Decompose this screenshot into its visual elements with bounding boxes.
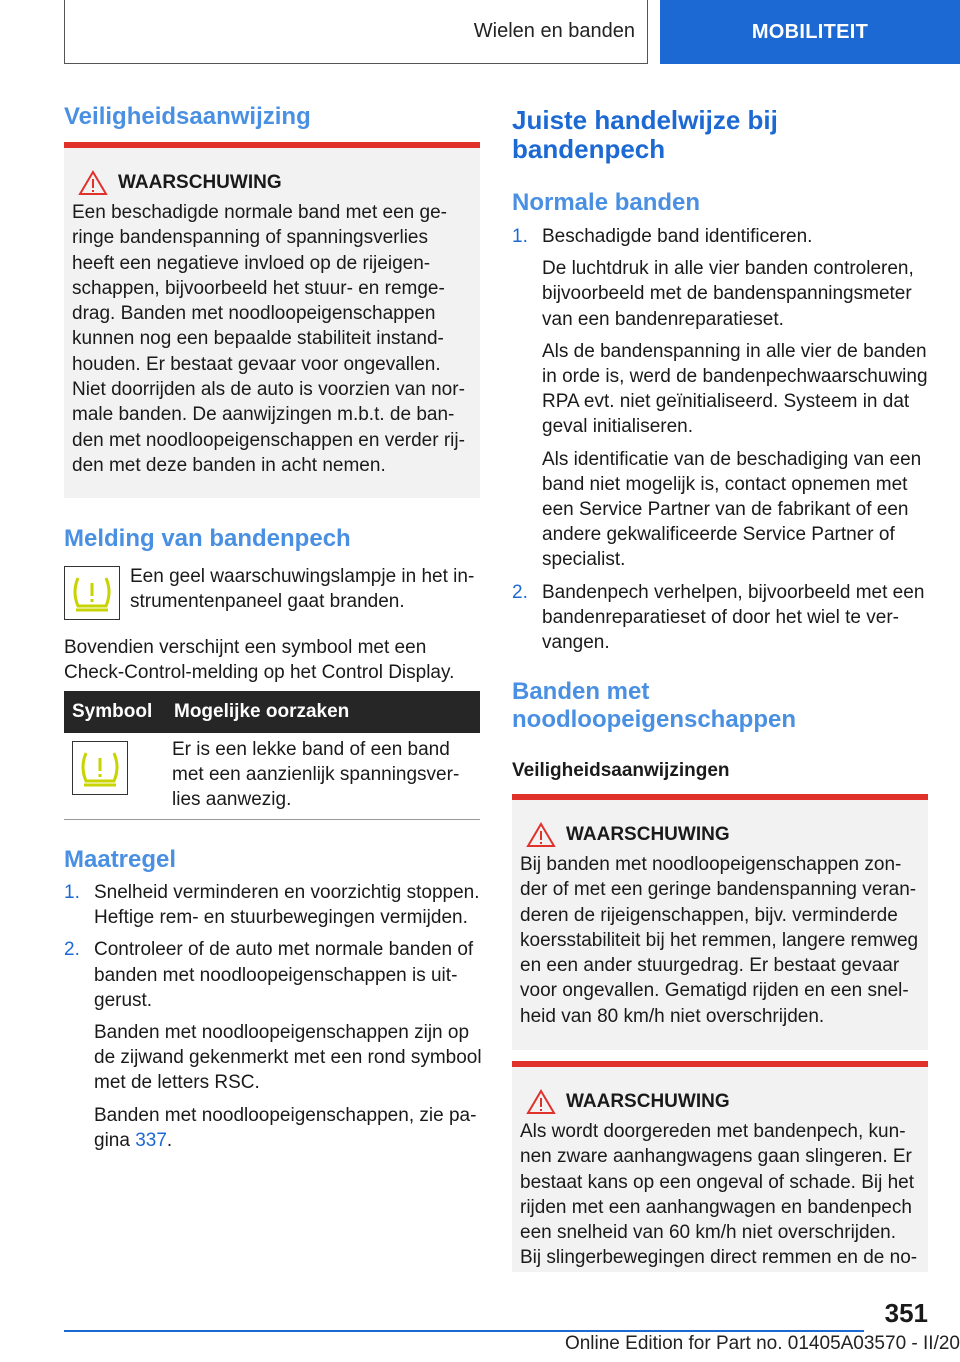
step2-sub2: [94, 1103, 482, 1153]
step1-sub3: Als identificatie van de beschadiging van een band niet mogelijk is, contact opnemen met een Service Partner van de fabrikant of een andere gekwalificeerde Service Partner of specialist.: [542, 448, 922, 571]
tire-pressure-symbol-icon: [72, 741, 128, 795]
heading-rsc: Banden met noodloopeigenschappen: [512, 678, 797, 733]
header-section-title: Wielen en banden: [473, 20, 635, 42]
header-chapter: [660, 0, 960, 64]
list-item: [64, 880, 482, 930]
warning-text: Als wordt doorgereden met bandenpech, kunnen zware aanhangwagens gaan slingeren. Er bestaat kans op een ongeval of schade. Bij het rijden met een aanhangwagen en bandenpech een snelheid van 60 km/h niet overschrijden. Bij slingerbewegingen direct remmen en de no-: [520, 1121, 918, 1269]
list-number: 2.: [64, 939, 80, 961]
page-number: 351: [884, 1298, 928, 1328]
lamp-text: Een geel waarschuwingslampje in het instrumentenpaneel gaat branden.: [130, 566, 475, 613]
warning-label: WAARSCHUWING: [566, 824, 730, 845]
heading-normal-tires: Normale banden: [512, 189, 701, 216]
table-header-causes: Mogelijke oorzaken: [174, 701, 350, 722]
heading-main: Juiste handelwijze bij bandenpech: [512, 105, 778, 164]
step1-sub1: De luchtdruk in alle vier banden controleren, bijvoorbeeld met de bandenspanningsmeter van een bandenreparatieset.: [542, 258, 914, 330]
warning-triangle-icon: [526, 1089, 556, 1115]
normal-tires-list: [512, 224, 932, 655]
page-reference-link[interactable]: 337: [135, 1129, 167, 1151]
measure-list: [64, 880, 482, 1153]
tire-pressure-lamp-icon: [64, 566, 120, 620]
list-text: Bandenpech verhelpen, bijvoorbeeld met een bandenreparatieset of door het wiel te vervangen.: [542, 581, 925, 654]
list-item: [512, 224, 932, 249]
table-header: [64, 691, 480, 733]
table-header-symbol: Symbool: [72, 701, 153, 722]
header-section: [64, 0, 648, 64]
step2-sub1: Banden met noodloopeigenschappen zijn op de zijwand gekenmerkt met een rond symbool met de letters RSC.: [94, 1022, 482, 1094]
header-chapter-title: MOBILITEIT: [751, 20, 869, 43]
tire-pressure-warning-icon: [68, 572, 116, 614]
warning-triangle-icon: [78, 170, 108, 196]
step2-sub2-end: .: [166, 1129, 173, 1151]
list-text: Controleer of de auto met normale banden of banden met noodloopeigenschappen is uitgerust.: [94, 939, 474, 1011]
warning-text: Een beschadigde normale band met een geringe bandenspanning of spanningsverlies heeft een negatieve invloed op de rijeigenschappen, bijvoorbeeld het stuur- en remgedrag. Banden met noodloopeigenschappen kunnen nog een bepaalde stabiliteit instandhouden. Er bestaat gevaar voor ongevallen. Niet doorrijden als de auto is voorzien van normale banden. De aanwijzingen m.b.t. de banden met noodloopeigenschappen en verder rijden met deze banden in acht nemen.: [72, 202, 465, 476]
warning-label: WAARSCHUWING: [566, 1091, 730, 1112]
heading-safety: Veiligheidsaanwijzing: [64, 103, 311, 130]
heading-rsc-safety: Veiligheidsaanwijzingen: [512, 760, 730, 781]
list-number: 2.: [512, 581, 528, 603]
warning-box-1: [64, 142, 480, 498]
heading-measure: Maatregel: [64, 846, 177, 873]
list-text: Snelheid verminderen en voorzichtig stoppen. Heftige rem- en stuurbewegingen vermijden.: [94, 882, 480, 929]
check-control-text: Bovendien verschijnt een symbool met een Check-Control-melding op het Control Display.: [64, 637, 455, 684]
step1-sub2: Als de bandenspanning in alle vier de banden in orde is, werd de bandenpechwaarschuwing RPA evt. niet geïnitialiseerd. Systeem in dat geval initialiseren.: [542, 340, 928, 438]
table-row: [64, 733, 480, 820]
list-number: 1.: [512, 226, 528, 247]
warning-header: [526, 1087, 920, 1117]
footer-divider: [64, 1330, 864, 1332]
tire-pressure-warning-icon: [76, 747, 124, 789]
step2-sub2-text: Banden met noodloopeigenschappen, zie pagina: [94, 1104, 477, 1151]
footer-edition: Online Edition for Part no. 01405A03570 - II/20: [564, 1333, 960, 1354]
list-number: 1.: [64, 882, 80, 903]
warning-box-3: [512, 1061, 928, 1272]
warning-box-2: [512, 794, 928, 1050]
warning-label: WAARSCHUWING: [118, 172, 282, 193]
warning-text: Bij banden met noodloopeigenschappen zonder of met een geringe bandenspanning veranderen de rijeigenschappen, bijv. verminderde koersstabiliteit bij het remmen, langere remweg en een ander stuurgedrag. Er bestaat gevaar voor ongevallen. Gematigd rijden en een snelheid van 80 km/h niet overschrijden.: [520, 854, 919, 1027]
warning-header: [526, 820, 920, 850]
heading-report: Melding van bandenpech: [64, 525, 351, 552]
list-item: [64, 937, 482, 1013]
list-item: [512, 580, 932, 656]
warning-triangle-icon: [526, 822, 556, 848]
table-cell-cause: Er is een lekke band of een band met een aanzienlijk spanningsverlies aanwezig.: [172, 739, 460, 811]
list-text: Beschadigde band identificeren.: [542, 226, 813, 247]
warning-header: [78, 168, 472, 198]
